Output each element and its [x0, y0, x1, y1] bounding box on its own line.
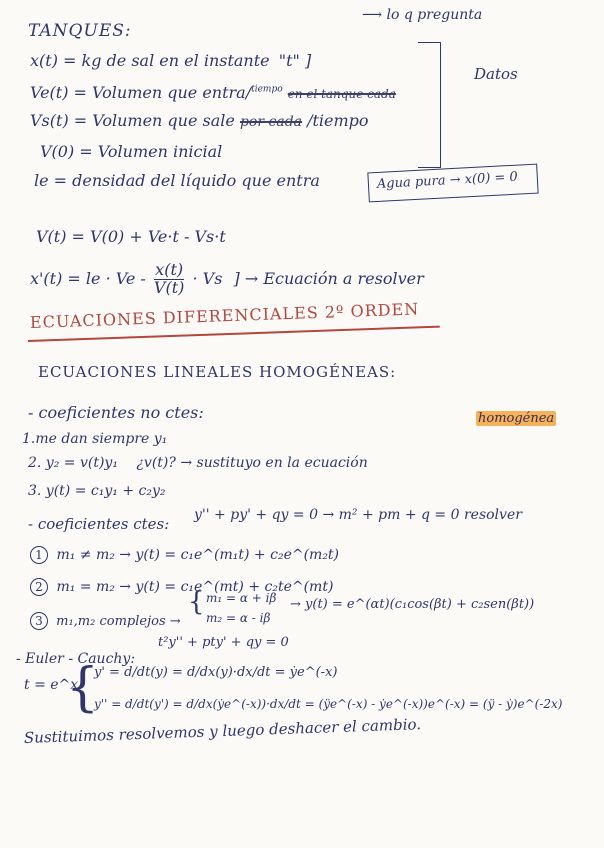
- ve-definition: Ve(t) = Volumen que entra/$^{tiempo}$ en el tanque cada: [30, 83, 396, 102]
- arrow-note-text: lo q pregunta: [386, 7, 483, 23]
- euler-heading: - Euler - Cauchy:: [16, 651, 136, 667]
- no-ctes-item2: [28, 456, 368, 471]
- case2-number: 2: [30, 578, 48, 596]
- closing-note: Sustituimos resolvemos y luego deshacer el cambio.: [23, 715, 422, 747]
- ve-scratched: en el tanque cada: [287, 87, 396, 101]
- euler-second-derivative: y'' = d/dt(y') = d/dx(ẏe^(-x))·dx/dt = (ÿe^(-x) - ẏe^(-x))e^(-x) = (ÿ - ẏ)e^(-2x): [94, 697, 563, 711]
- case3-lead: m₁,m₂ complejos →: [56, 614, 181, 629]
- ode-formula: [30, 262, 424, 297]
- case3-solution: → y(t) = e^(αt)(c₁cos(βt) + c₂sen(βt)): [290, 597, 535, 612]
- datos-bracket: [418, 42, 441, 168]
- arrow-note: [362, 8, 482, 23]
- euler-first-derivative: y' = d/dt(y) = d/dx(y)·dx/dt = ẏe^(-x): [94, 665, 338, 680]
- ctes-case2: [30, 578, 333, 596]
- case1-text: m₁ ≠ m₂ → y(t) = c₁e^(m₁t) + c₂e^(m₂t): [56, 547, 340, 563]
- vs-definition: [30, 112, 369, 130]
- ctes-case3: [30, 612, 181, 630]
- no-ctes-heading: - coeficientes no ctes:: [28, 403, 204, 422]
- ode-denominator: V(t): [153, 277, 185, 297]
- ve-definition-text: Ve(t) = Volumen que entra: [30, 83, 246, 102]
- case3-m1: m₁ = α + iβ: [206, 591, 277, 605]
- agua-pura-text: Agua pura → x(0) = 0: [376, 169, 519, 192]
- ve-superscript: tiempo: [251, 84, 283, 95]
- vs-scratched: por cada: [239, 114, 302, 130]
- homogenea-text: homogénea: [478, 411, 555, 426]
- ode-note: ] → Ecuación a resolver: [233, 268, 424, 288]
- arrow-icon: ⟶: [362, 7, 383, 23]
- case2-text: m₁ = m₂ → y(t) = c₁e^(mt) + c₂te^(mt): [56, 579, 334, 595]
- vs-definition-tail: /tiempo: [307, 111, 369, 130]
- ode-numerator: x(t): [155, 260, 184, 279]
- volume-formula: V(t) = V(0) + Ve·t - Vs·t: [36, 227, 226, 246]
- euler-equation: t²y'' + pty' + qy = 0: [158, 635, 289, 650]
- no-ctes-item3: 3. y(t) = c₁y₁ + c₂y₂: [28, 483, 166, 499]
- t-quote: "t": [278, 51, 300, 70]
- section-title: ECUACIONES DIFERENCIALES 2º ORDEN: [29, 299, 420, 332]
- case3-number: 3: [30, 612, 48, 630]
- ctes-equation: y'' + py' + qy = 0 → m² + pm + q = 0 resolver: [194, 507, 522, 523]
- vs-definition-text: Vs(t) = Volumen que sale: [30, 111, 235, 130]
- agua-pura-box: [367, 164, 538, 203]
- homogenea-highlight: [476, 412, 556, 426]
- case3-m2: m₂ = α - iβ: [206, 611, 271, 625]
- x-definition-text: x(t) = kg de sal en el instante: [30, 51, 270, 70]
- datos-label: Datos: [474, 65, 518, 83]
- ode-lhs: x'(t) = le · Ve -: [30, 268, 146, 288]
- tanques-title: TANQUES:: [28, 21, 132, 41]
- no-ctes-item2-b: ¿v(t)? → sustituyo en la ecuación: [136, 455, 368, 471]
- case3-brace: {: [188, 587, 205, 617]
- euler-brace: {: [66, 658, 100, 718]
- ctes-heading: - coeficientes ctes:: [28, 515, 170, 533]
- case1-number: 1: [30, 546, 48, 564]
- ctes-case1: [30, 546, 339, 564]
- le-definition: le = densidad del líquido que entra: [34, 171, 320, 190]
- no-ctes-item2-a: 2. y₂ = v(t)y₁: [28, 455, 118, 471]
- ode-fraction: [154, 262, 184, 297]
- euler-substitution: t = e^x: [24, 677, 79, 693]
- v0-definition: V(0) = Volumen inicial: [40, 142, 223, 161]
- ode-rhs: · Vs: [192, 268, 223, 288]
- no-ctes-item1: 1.me dan siempre y₁: [22, 431, 168, 447]
- x-definition: x(t) = kg de sal en el instante "t" ]: [30, 51, 312, 70]
- section-subtitle: ECUACIONES LINEALES HOMOGÉNEAS:: [38, 363, 397, 381]
